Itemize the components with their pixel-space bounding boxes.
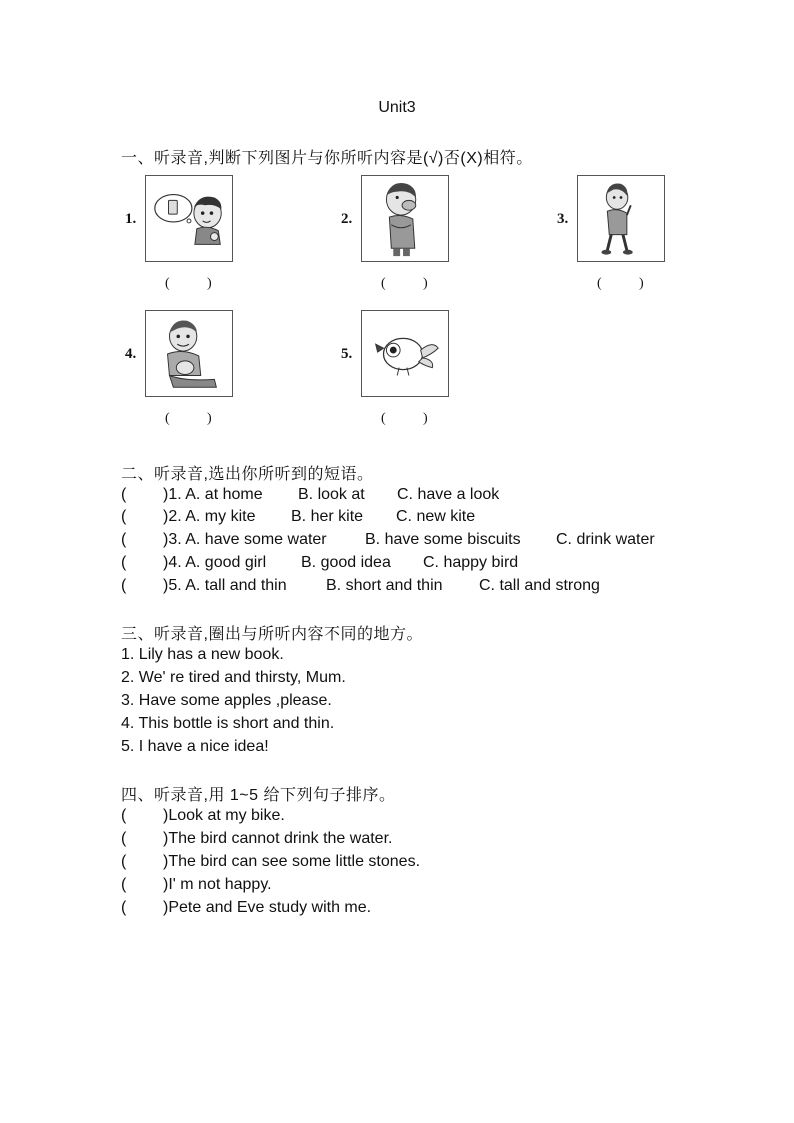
picture-number: 2. <box>341 211 353 227</box>
option-a: )4. A. good girl <box>163 554 267 571</box>
option-b: B. good idea <box>301 554 391 571</box>
list-item: 5. I have a nice idea! <box>121 738 269 755</box>
boy-laughing-icon <box>361 175 449 262</box>
answer-blank[interactable]: ( <box>121 531 127 548</box>
answer-blank[interactable]: ( <box>121 577 127 594</box>
answer-blank[interactable]: ( <box>121 899 127 916</box>
option-a: )2. A. my kite <box>163 508 256 525</box>
answer-blank[interactable]: ( <box>121 853 127 870</box>
picture-item-5: 5. ( ) <box>341 310 541 435</box>
picture-number: 3. <box>557 211 569 227</box>
picture-item-3: 3. ( ) <box>557 175 757 300</box>
list-item: 1. Lily has a new book. <box>121 646 284 663</box>
answer-blank[interactable]: ( <box>121 554 127 571</box>
boy-thinking-of-water-icon <box>145 175 233 262</box>
boy-tired-icon <box>577 175 665 262</box>
answer-blank[interactable]: ( <box>121 807 127 824</box>
answer-blank[interactable]: ( <box>121 508 127 525</box>
sentence-text: )Look at my bike. <box>163 807 285 824</box>
bird-icon <box>361 310 449 397</box>
option-a: )1. A. at home <box>163 486 263 503</box>
option-b: B. short and thin <box>326 577 443 594</box>
section4-heading: 四、听录音,用 1~5 给下列句子排序。 <box>121 787 396 804</box>
option-c: C. drink water <box>556 531 655 548</box>
picture-item-1: 1. ( ) <box>125 175 325 300</box>
sentence-text: )The bird can see some little stones. <box>163 853 421 870</box>
option-b: B. look at <box>298 486 365 503</box>
list-item: 4. This bottle is short and thin. <box>121 715 335 732</box>
picture-number: 4. <box>125 346 137 362</box>
answer-blank[interactable]: ( <box>121 830 127 847</box>
section3-heading: 三、听录音,圈出与所听内容不同的地方。 <box>121 626 423 643</box>
picture-item-2: 2. ( ) <box>341 175 541 300</box>
answer-blank[interactable]: ( <box>121 876 127 893</box>
option-c: C. new kite <box>396 508 476 525</box>
sentence-text: )I' m not happy. <box>163 876 272 893</box>
option-b: B. have some biscuits <box>365 531 521 548</box>
option-b: B. her kite <box>291 508 364 525</box>
option-a: )3. A. have some water <box>163 531 327 548</box>
answer-blank[interactable]: ( <box>121 486 127 503</box>
sentence-text: )The bird cannot drink the water. <box>163 830 393 847</box>
option-a: )5. A. tall and thin <box>163 577 287 594</box>
option-c: C. have a look <box>397 486 500 503</box>
picture-item-4: 4. ( ) <box>125 310 325 435</box>
page-title: Unit3 <box>378 99 416 116</box>
section2-heading: 二、听录音,选出你所听到的短语。 <box>121 466 374 483</box>
picture-number: 1. <box>125 211 137 227</box>
option-c: C. happy bird <box>423 554 519 571</box>
section1-heading: 一、听录音,判断下列图片与你所听内容是(√)否(X)相符。 <box>121 150 533 167</box>
list-item: 2. We' re tired and thirsty, Mum. <box>121 669 346 686</box>
list-item: 3. Have some apples ,please. <box>121 692 332 709</box>
sentence-text: )Pete and Eve study with me. <box>163 899 372 916</box>
picture-number: 5. <box>341 346 353 362</box>
option-c: C. tall and strong <box>479 577 600 594</box>
boy-sitting-icon <box>145 310 233 397</box>
